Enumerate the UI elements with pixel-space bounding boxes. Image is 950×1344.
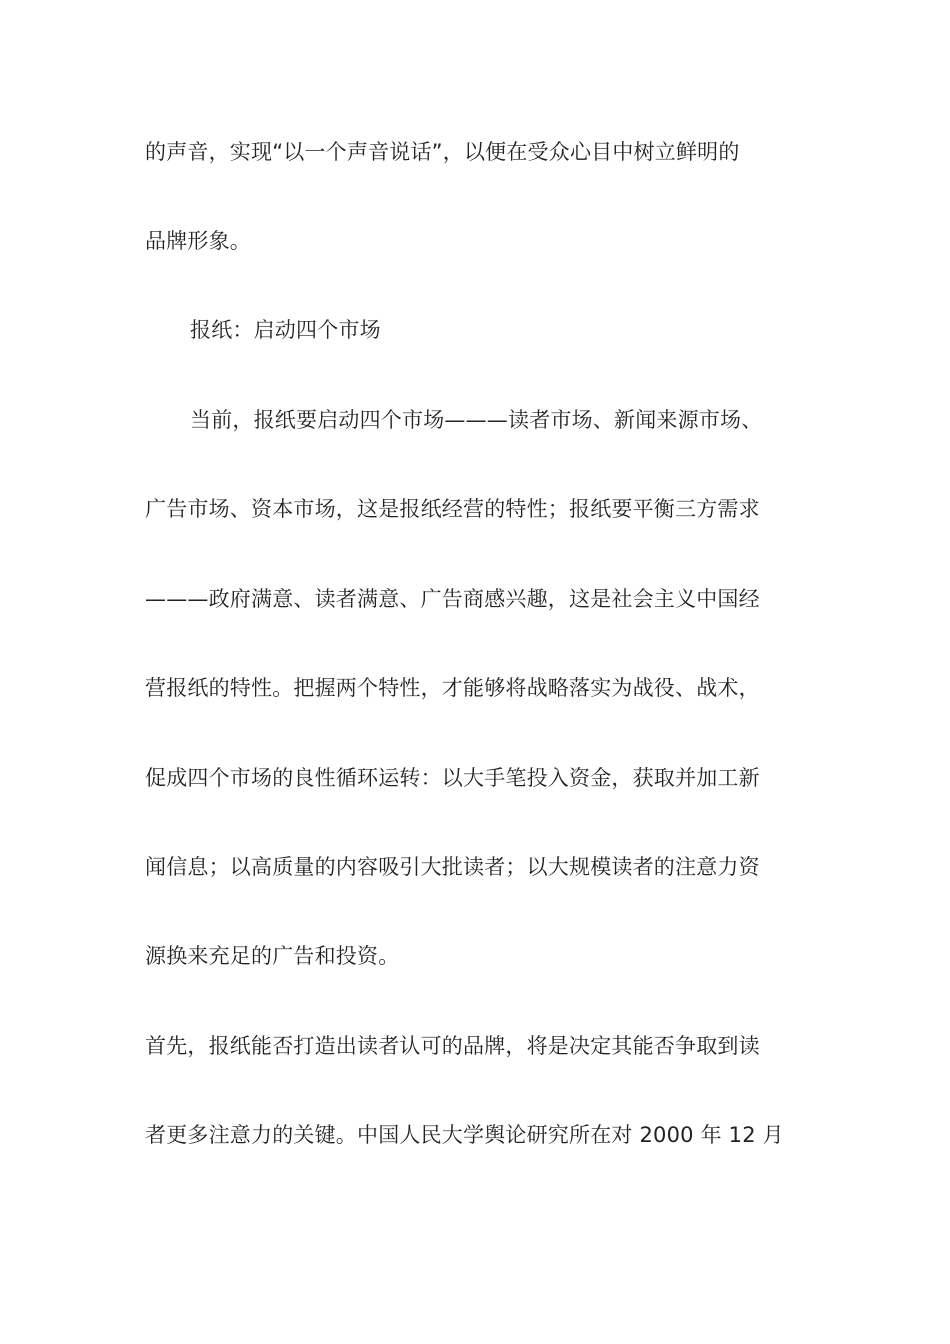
section-heading: 报纸：启动四个市场 (190, 318, 381, 342)
paragraph-line-9: 源换来充足的广告和投资。 (145, 944, 400, 968)
paragraph-line-11: 者更多注意力的关键。中国人民大学舆论研究所在对 2000 年 12 月 (145, 1123, 784, 1147)
paragraph-line-1: 的声音，实现“以一个声音说话”，以便在受众心目中树立鲜明的 (145, 140, 740, 164)
paragraph-line-10: 首先，报纸能否打造出读者认可的品牌，将是决定其能否争取到读 (145, 1034, 760, 1058)
paragraph-line-5: ———政府满意、读者满意、广告商感兴趣，这是社会主义中国经 (145, 587, 760, 611)
paragraph-line-7: 促成四个市场的良性循环运转：以大手笔投入资金，获取并加工新 (145, 766, 760, 790)
paragraph-line-4: 广告市场、资本市场，这是报纸经营的特性；报纸要平衡三方需求 (145, 497, 760, 521)
paragraph-line-8: 闻信息；以高质量的内容吸引大批读者；以大规模读者的注意力资 (145, 855, 760, 879)
paragraph-line-2: 品牌形象。 (145, 229, 251, 253)
paragraph-line-3: 当前，报纸要启动四个市场———读者市场、新闻来源市场、 (190, 408, 763, 432)
paragraph-line-6: 营报纸的特性。把握两个特性，才能够将战略落实为战役、战术， (145, 676, 760, 700)
